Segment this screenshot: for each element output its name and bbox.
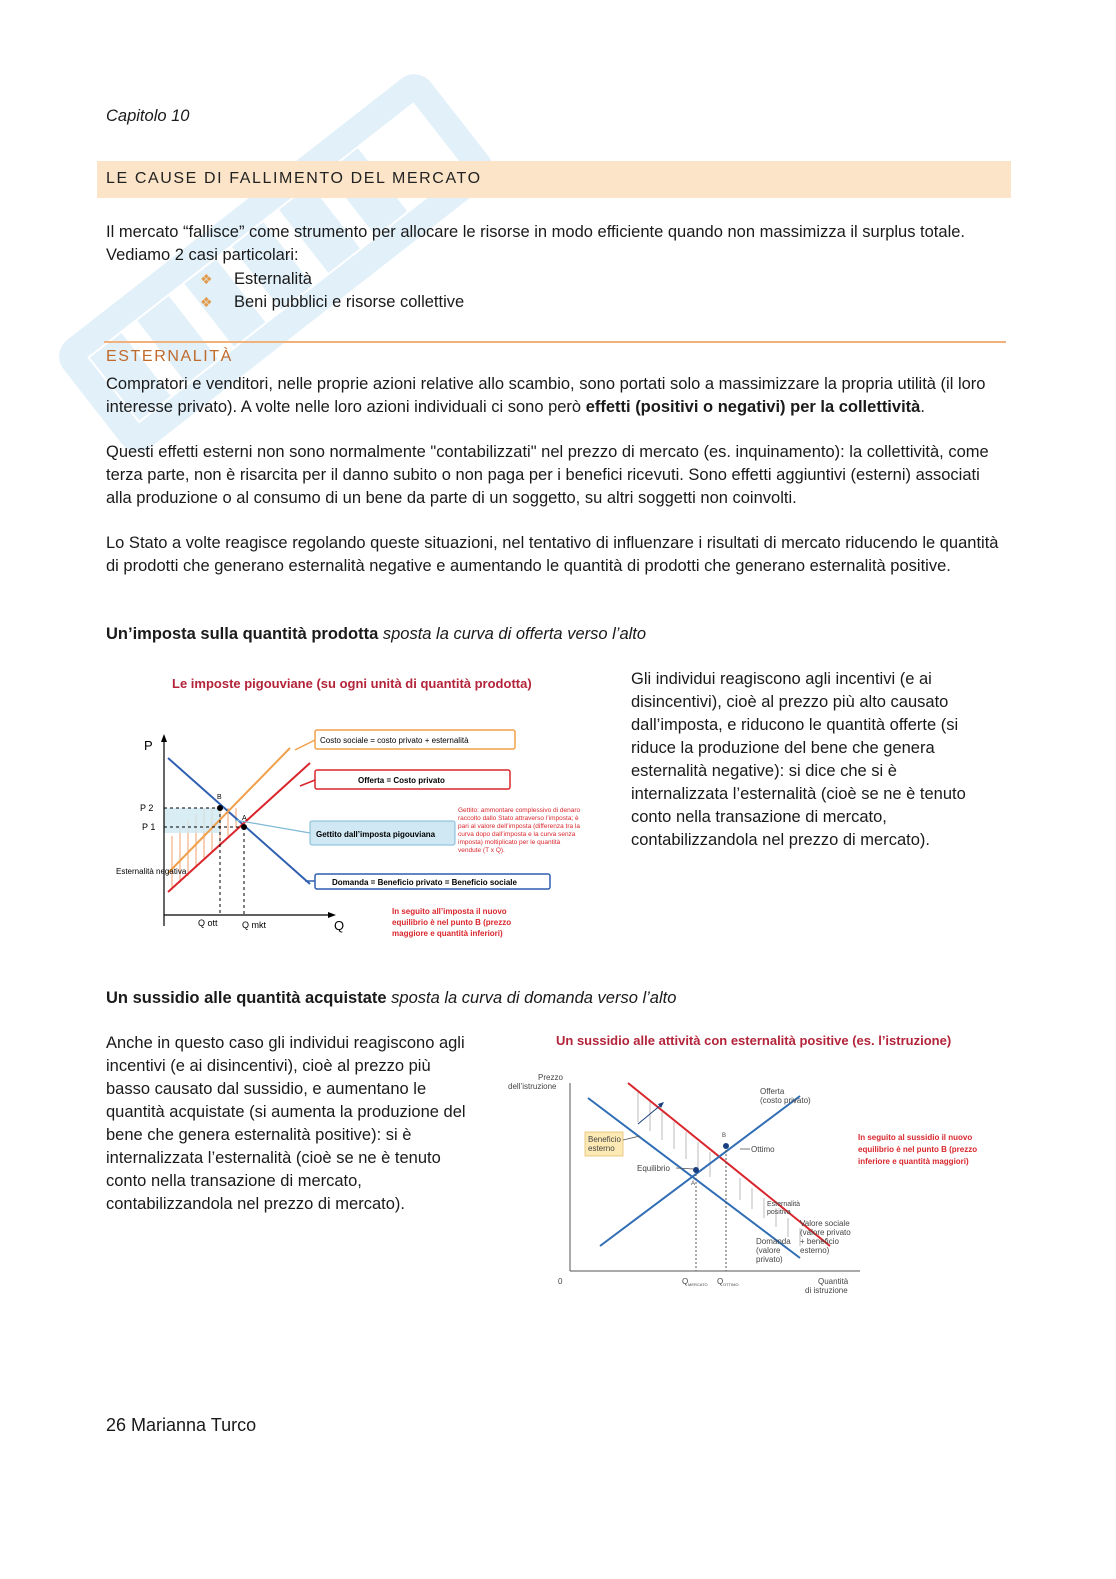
paragraph-1: Compratori e venditori, nelle proprie azioni relative allo scambio, sono portati solo a massimizzare la propria utilità (il loro interesse privato). A volte nelle loro azioni individuali ci sono però effetti (positivi o negativi) per la collettività. xyxy=(106,375,986,416)
svg-text:dell’istruzione: dell’istruzione xyxy=(508,1082,557,1091)
svg-text:+ beneficio: + beneficio xyxy=(800,1237,839,1246)
svg-text:A: A xyxy=(242,815,247,822)
point-b xyxy=(217,805,223,811)
banner-title: LE CAUSE DI FALLIMENTO DEL MERCATO xyxy=(106,170,482,187)
svg-text:privato): privato) xyxy=(756,1255,783,1264)
svg-text:Costo sociale = costo privato: Costo sociale = costo privato + esternalità xyxy=(320,736,469,745)
svg-text:Prezzo: Prezzo xyxy=(538,1073,563,1082)
section-divider xyxy=(104,341,1006,343)
svg-text:Equilibrio: Equilibrio xyxy=(637,1164,670,1173)
svg-text:Esternalità: Esternalità xyxy=(767,1201,801,1208)
svg-text:Domanda = Beneficio privato =: Domanda = Beneficio privato = Beneficio sociale xyxy=(332,878,517,887)
diamond-bullet-icon: ❖ xyxy=(200,271,213,287)
subsidy-explanation: Anche in questo caso gli individui reagiscono agli incentivi (e ai disincentivi), cioè al prezzo più basso causato dal sussidio, e aumentano le quantità acquistate (si aumenta la produzione del bene che genera esternalità positive): si è internalizzata l’esternalità (cioè se ne è tenuto conto nella transazione di mercato, contabilizzandola nel prezzo di mercato). xyxy=(106,1034,466,1213)
diamond-bullet-icon: ❖ xyxy=(200,294,213,310)
tax-explanation: Gli individui reagiscono agli incentivi (e ai disincentivi), cioè al prezzo più alto causato dall’imposta, e riducono le quantità offerte (si riduce la produzione del bene che genera esternalità negative): si dice che si è internalizzata l’esternalità (cioè se ne è tenuto conto nella transazione di mercato, contabilizzandola nel prezzo di mercato). xyxy=(631,670,966,849)
svg-text:Q: Q xyxy=(717,1277,724,1286)
svg-text:P 1: P 1 xyxy=(142,822,156,832)
svg-text:Beneficio: Beneficio xyxy=(588,1135,621,1144)
svg-text:Valore sociale: Valore sociale xyxy=(800,1219,850,1228)
svg-text:Domanda: Domanda xyxy=(756,1237,791,1246)
gettito-note: Gettito: ammontare complessivo di denaro raccolto dallo Stato attraverso l’imposta; è pari al valore dell’imposta (differenza tra la curva dopo dall’imposta e la curva senza imposta) moltiplicato per le quantità vendute (T x Q). xyxy=(458,807,581,854)
tax-heading: Un’imposta sulla quantità prodotta sposta la curva di offerta verso l’alto xyxy=(106,625,647,643)
subsidy-figure xyxy=(500,1028,1000,1303)
list-item: ❖ Beni pubblici e risorse collettive xyxy=(200,291,464,314)
section-heading: ESTERNALITÀ xyxy=(106,348,233,365)
svg-text:Gettito dall’imposta pigouvian: Gettito dall’imposta pigouviana xyxy=(316,830,436,839)
svg-text:(costo privato): (costo privato) xyxy=(760,1096,811,1105)
paragraph-2: Questi effetti esterni non sono normalmente "contabilizzati" nel prezzo di mercato (es. inquinamento): la collettività, come terza parte, non è risarcita per il danno subito o non paga per i benefici ricevuti. Sono effetti aggiuntivi (esterni) associati alla produzione o al consumo di un bene da parte di un soggetto, su altri soggetti non coinvolti. xyxy=(106,443,989,507)
svg-text:B: B xyxy=(722,1133,727,1139)
figure-title: Un sussidio alle attività con esternalità positive (es. l’istruzione) xyxy=(556,1033,952,1048)
svg-text:MERCATO: MERCATO xyxy=(688,1282,708,1287)
svg-text:0: 0 xyxy=(558,1277,563,1286)
paragraph-3: Lo Stato a volte reagisce regolando queste situazioni, nel tentativo di influenzare i risultati di mercato riducendo le quantità di prodotti che generano esternalità negative e aumentando le quantità di prodotti che generano esternalità positive. xyxy=(106,534,999,575)
demand-curve xyxy=(588,1098,800,1258)
point-a xyxy=(693,1167,699,1173)
emphasis: effetti (positivi o negativi) per la collettività xyxy=(585,398,921,416)
svg-text:equilibrio è nel punto B (prez: equilibrio è nel punto B (prezzo xyxy=(858,1145,978,1154)
svg-text:(valore privato: (valore privato xyxy=(800,1228,851,1237)
svg-text:Q: Q xyxy=(682,1277,689,1286)
svg-text:positiva: positiva xyxy=(767,1209,791,1216)
subsidy-heading: Un sussidio alle quantità acquistate sposta la curva di domanda verso l’alto xyxy=(106,989,677,1007)
bullet-list xyxy=(200,268,464,314)
svg-text:Q ott: Q ott xyxy=(198,918,218,928)
svg-text:A: A xyxy=(691,1181,696,1187)
svg-text:Offerta = Costo privato: Offerta = Costo privato xyxy=(358,776,445,785)
svg-text:B: B xyxy=(217,794,222,801)
svg-text:esterno: esterno xyxy=(588,1144,615,1153)
svg-text:Quantità: Quantità xyxy=(818,1277,849,1286)
intro-paragraph: Il mercato “fallisce” come strumento per allocare le risorse in modo efficiente quando non massimizza il surplus totale. Vediamo 2 casi particolari: xyxy=(106,223,965,264)
page-footer: 26 Marianna Turco xyxy=(106,1415,257,1435)
supply-curve xyxy=(600,1096,800,1246)
pigouvian-tax-figure xyxy=(110,668,600,948)
point-b xyxy=(723,1143,729,1149)
svg-text:OTTIMO: OTTIMO xyxy=(723,1282,739,1287)
svg-text:P: P xyxy=(144,738,153,753)
equilibrium-note: In seguito all’imposta il nuovo equilibrio è nel punto B (prezzo maggiore e quantità inferiori) xyxy=(392,907,512,938)
list-item: ❖ Esternalità xyxy=(200,268,464,291)
figure-2-chart xyxy=(500,1028,1000,1303)
svg-text:In seguito al sussidio il nuov: In seguito al sussidio il nuovo xyxy=(858,1133,973,1142)
svg-text:inferiore e quantità maggiori): inferiore e quantità maggiori) xyxy=(858,1157,969,1166)
chapter-label: Capitolo 10 xyxy=(106,107,190,125)
svg-text:(valore: (valore xyxy=(756,1246,781,1255)
svg-text:P 2: P 2 xyxy=(140,803,154,813)
svg-text:esterno): esterno) xyxy=(800,1246,830,1255)
section-banner xyxy=(97,161,1011,198)
svg-text:di istruzione: di istruzione xyxy=(805,1286,848,1295)
svg-text:Offerta: Offerta xyxy=(760,1087,785,1096)
svg-text:Q mkt: Q mkt xyxy=(242,920,266,930)
figure-title: Le imposte pigouviane (su ogni unità di quantità prodotta) xyxy=(172,676,532,691)
svg-text:Ottimo: Ottimo xyxy=(751,1145,775,1154)
svg-text:Esternalità negativa: Esternalità negativa xyxy=(116,867,187,876)
point-a xyxy=(241,824,247,830)
svg-text:Q: Q xyxy=(334,918,345,933)
